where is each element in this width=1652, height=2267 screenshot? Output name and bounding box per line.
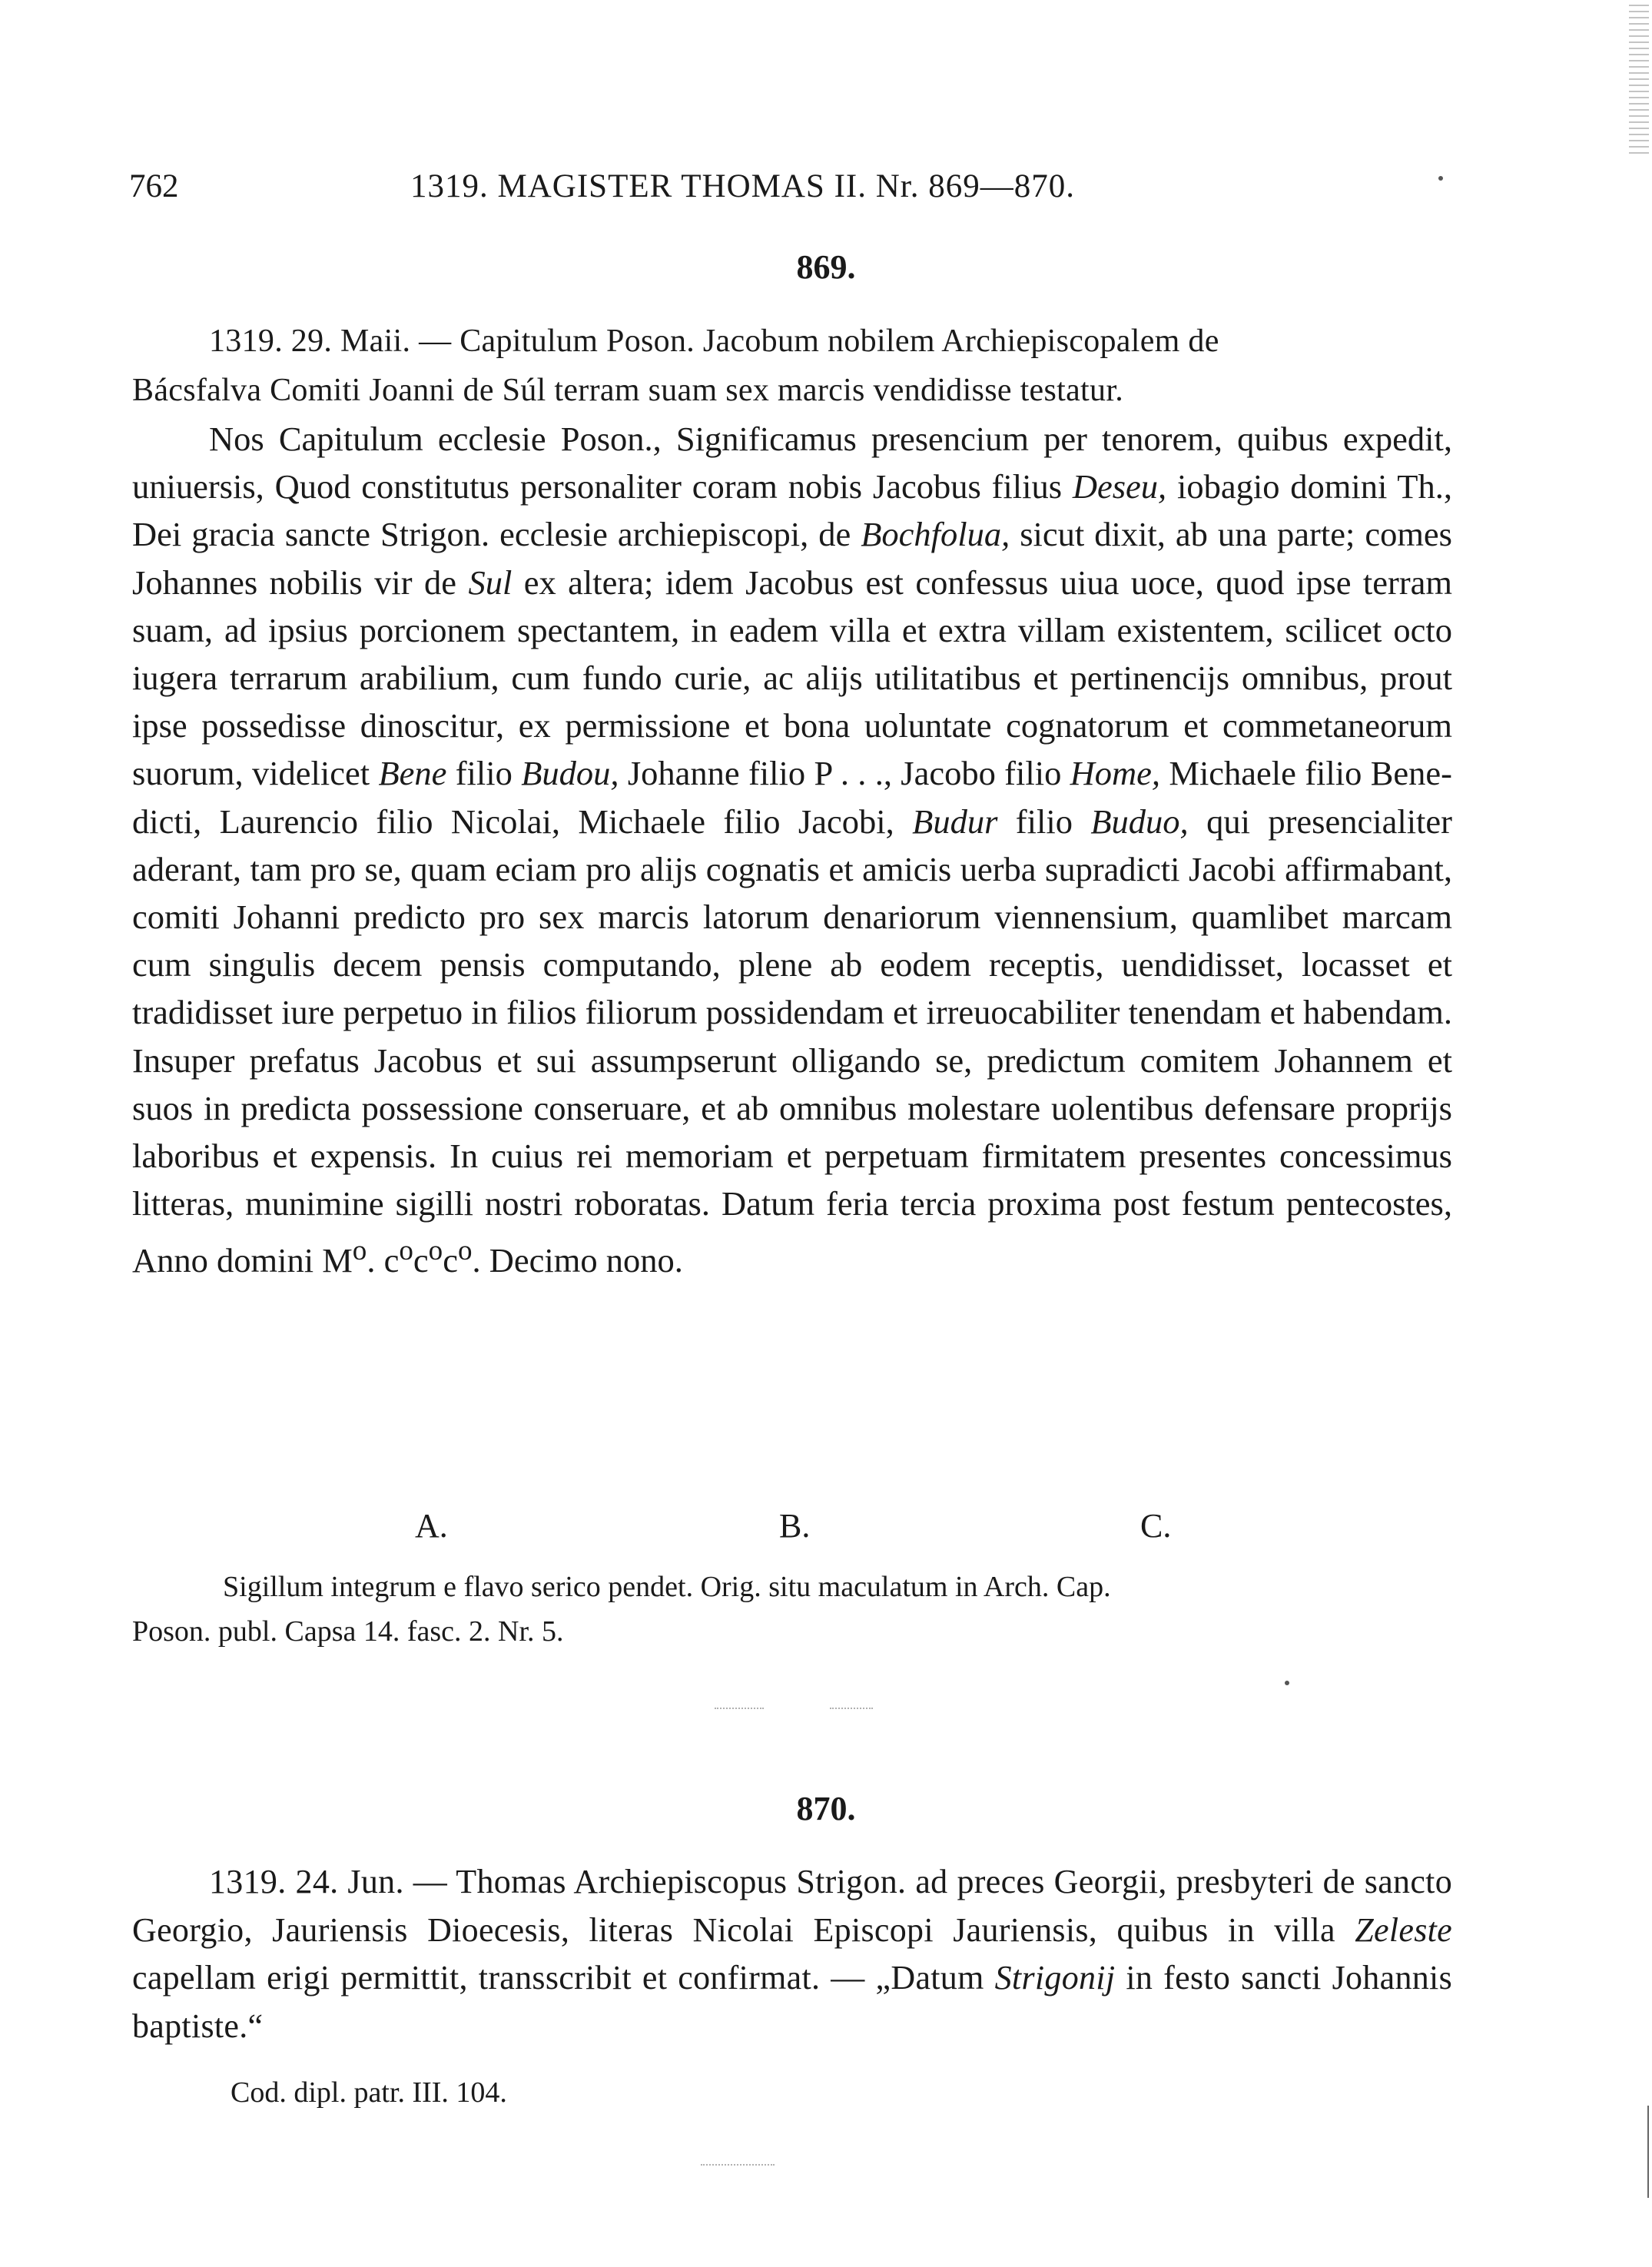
source-note-869 [132,1565,1452,1654]
superscript: o [399,1235,413,1267]
text-run: Johanne filio P . . ., Jacobo filio [619,754,1070,793]
page-number: 762 [129,168,179,204]
text-run: . c [367,1241,400,1280]
stray-dot [1438,176,1443,181]
personal-name: Budur [912,802,998,841]
doc-number-870: 870. [796,1790,856,1827]
text-run: Nos Capitulum ecclesie Poson., Significamus presencium per tenorem, quibus expedit, uniuersis, Quod constitutus personaliter coram nobis Jacobus filius [132,420,1452,506]
source-note-line2: Poson. publ. Capsa 14. fasc. 2. Nr. 5. [132,1615,564,1648]
superscript: o [428,1235,443,1267]
source-note-line1: Sigillum integrum e flavo serico pendet. Orig. situ maculatum in Arch. Cap. [223,1571,1111,1603]
sign-a: A. [415,1507,448,1545]
text-run: qui presencialiter aderant, tam pro se, quam eciam pro alijs cognatis et amicis uerba supradicti Jacobi affirmabant, comiti Johanni predicto pro sex marcis latorum denariorum viennensium, quamlibet marcam cum singulis decem pensis computando, plene ab eodem receptis, uendidisset, locasset et tradidisset iure perpetuo in filios filiorum possidendam et irreuocabiliter tenendam et habendam. Insuper prefatus Jacobus et sui assumpserunt olligando se, predictum comitem Johannem et suos in predicta possessione conseruare, et ab omnibus molestare uolentibus defensare proprijs laboribus et expensis. In cuius rei memoriam et perpetuam firmitatem presentes concessimus litteras, munimine sigilli nostri roboratas. Datum feria tercia proxima post festum pentecostes, Anno domini M [132,802,1452,1280]
section-divider [715,1708,764,1709]
sign-b: B. [779,1507,811,1545]
section-divider [830,1708,873,1709]
text-run: 1319. 24. Jun. — Thomas Archiepiscopus Strigon. ad preces Georgii, presbyteri de sancto Georgio, Jauriensis Dioecesis, literas Nicolai Episcopi Jauriensis, quibus in villa [132,1863,1452,1949]
superscript: o [352,1235,367,1267]
regest-869-line2: Bácsfalva Comiti Joanni de Súl terram suam sex marcis vendidisse testatur. [132,373,1124,408]
text-run: c [443,1241,458,1280]
regest-870 [132,1858,1452,2050]
running-head [0,168,1652,214]
margin-scan-marks [1629,0,1649,154]
place-name: Sul [468,563,513,602]
page-edge-mark [1647,2106,1649,2198]
personal-name: Home, [1070,754,1161,793]
regest-869-line1: 1319. 29. Maii. — Capitulum Poson. Jacobum nobilem Archiepiscopalem de [209,324,1219,359]
regest-870-text [132,1858,1452,2050]
text-run: iobagio domini Th., Dei gracia sancte Strigon. ecclesie archiepiscopi, de [132,467,1452,554]
personal-name: Buduo, [1090,802,1189,841]
place-name: Zeleste [1355,1910,1452,1949]
running-title: 1319. MAGISTER THOMAS II. Nr. 869—870. [410,168,1075,204]
text-run: filio [997,802,1091,841]
source-note-870: Cod. dipl. patr. III. 104. [231,2076,507,2109]
charter-paragraph [132,415,1452,1284]
superscript: o [457,1235,473,1267]
text-run: . Decimo nono. [472,1241,683,1280]
text-run: sicut dixit, ab una parte; comes Johannes nobilis vir de [132,515,1452,602]
place-name: Strigonij [994,1959,1116,1996]
sign-c: C. [1140,1507,1172,1545]
text-run: in festo sancti Johannis baptiste.“ [132,1959,1452,2045]
text-run: capellam erigi permittit, transscribit et confirmat. — „Datum [132,1959,995,1996]
stray-dot [1285,1681,1289,1685]
personal-name: Deseu, [1072,467,1167,506]
text-run: filio [446,754,522,793]
charter-text-869 [132,415,1452,1284]
text-run: ex altera; idem Jacobus est confessus uiua uoce, quod ipse terram suam, ad ipsius porcionem spectantem, in eadem villa et extra villam existentem, scilicet octo iugera terrarum arabilium, cum fundo curie, ac alijs utilitatibus et pertinencijs omnibus, prout ipse possedisse dinoscitur, ex permissione et bona uoluntate cognatorum et commetaneorum suorum, videlicet [132,563,1453,793]
text-run: c [413,1241,429,1280]
sign-letters [0,1506,1652,1552]
place-name: Bochfolua, [861,515,1010,554]
text-run: Michaele filio Benedicti, Laurencio filio Nicolai, Michaele filio Jacobi, [132,754,1452,841]
regest-869 [132,317,1452,415]
doc-number-869: 869. [796,248,856,286]
personal-name: Bene [378,754,447,793]
personal-name: Budou, [521,754,619,793]
end-divider [701,2164,775,2166]
